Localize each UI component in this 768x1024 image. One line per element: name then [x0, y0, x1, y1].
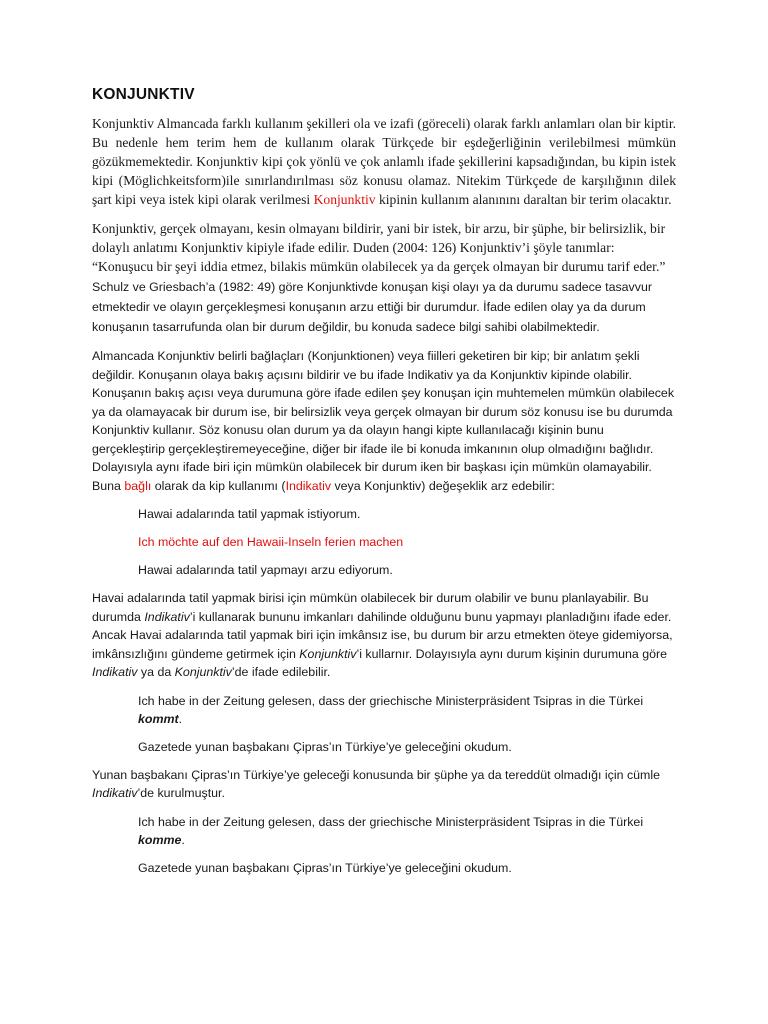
- paragraph-text: Almancada Konjunktiv belirli bağlaçları (Konjunktionen) veya fiilleri geketiren bir kip; bir anlatım şekli değildir. Konuşanın olaya bakış açısını bildirir ve bu ifade Indikativ ya da Konjunktiv kipinde olabilir. Konuşanın bakış açısı veya durumuna göre ifade edilen şey konuşan için muhtemelen mümkün olabilecek ya da olamayacak bir durum ise, bir belirsizlik veya gerçek olmayan bir durum söz konusu ise bu durumda Konjunktiv kullanır. Söz konusu olan durum ya da olayın hangi kipte kullanılacağı kişinin bunu gerçekleştirip gerçekleştiremeyeceğine, diğer bir ifade ile bi konuda imkanının olup olmadığını bağlıdır. Dolayısıyla aynı ifade biri için mümkün olabilecek bir durum iken bir başkası için mümkün olamayabilir. Buna: [92, 349, 675, 493]
- example-sentence: Hawai adalarında tatil yapmak istiyorum.: [138, 507, 361, 521]
- example-text: .: [178, 711, 183, 726]
- emphasized-verb: kommt: [138, 711, 179, 726]
- example-text: .: [181, 832, 185, 847]
- italic-term: Indikativ: [144, 609, 190, 624]
- example-sentence-german: [138, 692, 676, 728]
- paragraph-note: [92, 766, 676, 803]
- paragraph-text: kipinin kullanım alanınını daraltan bir terim olacaktır.: [375, 192, 672, 207]
- italic-term: Indikativ: [92, 786, 138, 800]
- paragraph-text: Konjunktiv, gerçek olmayanı, kesin olmayanı bildirir, yani bir istek, bir arzu, bir şüphe, bir belirsizlik, bir dolaylı anlatımı Konjunktiv kipiyle ifade edilir. Duden (2004: 126) Konjunktiv’i şöyle tanımlar: “Konuşucu bir şeyi iddia etmez, bilakis mümkün olabilecek ya da gerçek olmayan bir durumu tarif eder.”: [92, 221, 666, 274]
- paragraph-explanation: [92, 589, 676, 682]
- paragraph-text: ’de kurulmuştur.: [137, 786, 225, 800]
- paragraph-text: ’de ifade edilebilir.: [231, 665, 331, 679]
- paragraph-text: ’i kullanarak bununu imkanları dahilinde olduğunu bunu yapmayı planladığını ifade eder. Ancak Havai adalarında tatil yapmak biri için imkânsız ise, bu durum bir arzu etmekten öteye gidemiyorsa, imkânsızlığını gündeme getirmek için: [92, 609, 673, 661]
- emphasized-verb: komme: [138, 832, 182, 847]
- italic-term: Konjunktiv: [299, 646, 357, 661]
- example-sentence: Gazetede yunan başbakanı Çipras’ın Türkiye’ye geleceğini okudum.: [138, 860, 512, 875]
- paragraph-text: Havai adalarında tatil yapmak birisi için mümkün olabilecek bir durum olabilir ve bunu planlayabilir. Bu durumda: [92, 591, 649, 624]
- highlighted-term: bağlı: [124, 478, 152, 493]
- italic-term: Indikativ: [92, 665, 138, 679]
- paragraph-definition: [92, 219, 676, 337]
- paragraph-usage: [92, 347, 676, 495]
- paragraph-text: Konjunktiv Almancada farklı kullanım şekilleri ola ve izafi (göreceli) olarak farklı anlamları olan bir kiptir. Bu nedenle hem terim hem de kullanım olarak Türkçede bir eşdeğerliğinin verilebilmesi mümkün gözükmemektedir. Konjunktiv kipi çok yönlü ve çok anlamlı ifade şekillerini kapsadığından, bu kipin istek kipi (Möglichkeitsform)ile sınırlandırılması söz konusu olamaz. Nitekim Türkçede de karşılığının dilek şart kipi veya istek kipi olarak verilmesi: [92, 116, 676, 207]
- example-text: Ich habe in der Zeitung gelesen, dass der griechische Ministerpräsident Tsipras in die Türkei: [138, 814, 644, 829]
- highlighted-term: Konjunktiv: [313, 192, 376, 207]
- document-title: KONJUNKTIV: [92, 86, 195, 103]
- example-text: Ich habe in der Zeitung gelesen, dass der griechische Ministerpräsident Tsipras in die Türkei: [138, 693, 644, 708]
- paragraph-text: Yunan başbakanı Çipras’ın Türkiye’ye geleceği konusunda bir şüphe ya da tereddüt olmadığı için cümle: [92, 767, 661, 782]
- example-sentence: Gazetede yunan başbakanı Çipras’ın Türkiye’ye geleceğini okudum.: [138, 739, 512, 754]
- example-sentence: Hawai adalarında tatil yapmayı arzu ediyorum.: [138, 563, 393, 577]
- paragraph-text: ya da: [137, 665, 175, 679]
- paragraph-text: olarak da kip kullanımı (: [151, 478, 286, 493]
- italic-term: Konjunktiv: [174, 665, 232, 679]
- paragraph-intro: [92, 114, 676, 209]
- paragraph-text: ’i kullarnır. Dolayısıyla aynı durum kişinin durumuna göre: [356, 646, 668, 661]
- example-sentence-german: [138, 813, 676, 849]
- paragraph-text: Schulz ve Griesbach’a (1982: 49) göre Konjunktivde konuşan kişi olayı ya da durumu sadece tasavvur etmektedir ve olayın gerçekleşmesi konuşanın arzu ettiği bir durumdur. İfade edilen olay ya da durum konuşanın tasarrufunda olan bir durum değildir, bu konuda sadece bilgi sahibi olabilmektedir.: [92, 280, 652, 334]
- highlighted-term: Indikativ: [285, 478, 332, 493]
- paragraph-text: veya Konjunktiv) değeşeklik arz edebilir:: [331, 478, 555, 493]
- example-sentence-german: Ich möchte auf den Hawaii-Inseln ferien machen: [138, 535, 404, 549]
